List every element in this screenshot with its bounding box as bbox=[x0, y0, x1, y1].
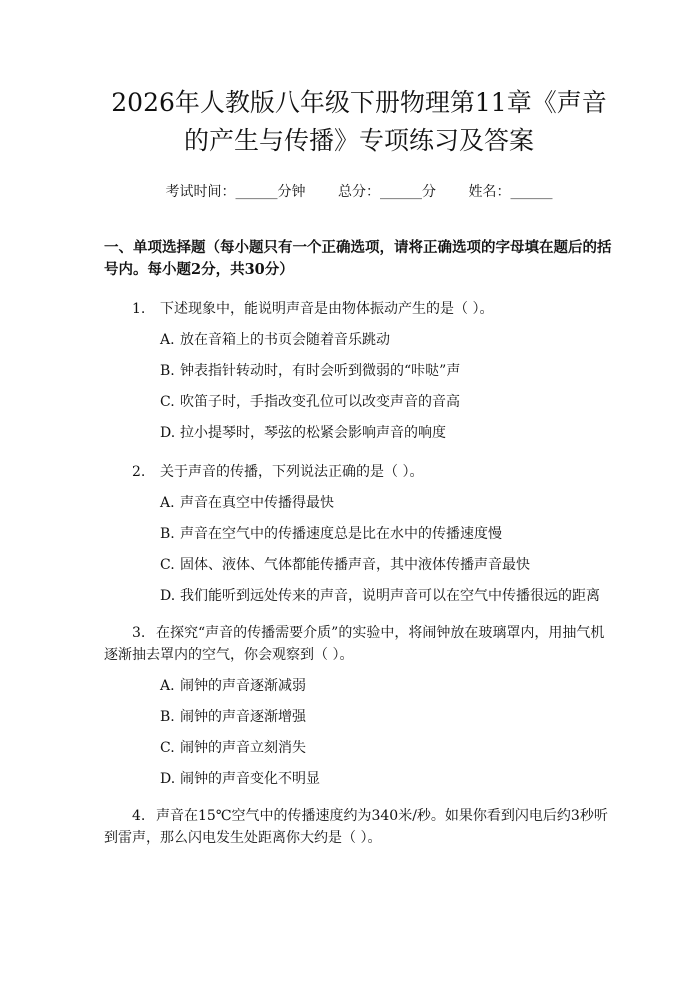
option-letter: B. bbox=[160, 709, 175, 725]
option-b bbox=[104, 523, 614, 545]
section-heading-single-choice: 一、单项选择题（每小题只有一个正确选项，请将正确选项的字母填在题后的括号内。每小题2分，共30分） bbox=[104, 239, 612, 278]
option-a bbox=[104, 492, 614, 514]
option-text: 声音在空气中的传播速度总是比在水中的传播速度慢 bbox=[180, 526, 502, 542]
option-letter: A. bbox=[160, 332, 175, 348]
option-a bbox=[104, 675, 614, 697]
document-title: 2026年人教版八年级下册物理第11章《声音的产生与传播》专项练习及答案 bbox=[111, 88, 607, 155]
option-text: 闹钟的声音逐渐增强 bbox=[180, 709, 306, 725]
option-text: 闹钟的声音立刻消失 bbox=[180, 740, 306, 756]
option-letter: B. bbox=[160, 526, 175, 542]
option-text: 闹钟的声音变化不明显 bbox=[180, 771, 320, 787]
question-3-options bbox=[104, 675, 614, 790]
question-2 bbox=[104, 461, 614, 483]
option-text: 放在音箱上的书页会随着音乐跳动 bbox=[180, 332, 390, 348]
question-number: 4. bbox=[132, 808, 146, 824]
question-number: 1. bbox=[132, 301, 146, 317]
student-name-field: 姓名：______ bbox=[468, 184, 553, 200]
exam-page bbox=[0, 84, 700, 989]
question-text: 声音在15℃空气中的传播速度约为340米/秒。如果你看到闪电后约3秒听到雷声，那么闪电发生处距离你大约是（ ）。 bbox=[104, 808, 608, 846]
option-letter: A. bbox=[160, 495, 175, 511]
option-c bbox=[104, 737, 614, 759]
option-text: 吹笛子时，手指改变孔位可以改变声音的音高 bbox=[180, 394, 460, 410]
question-1-options bbox=[104, 329, 614, 444]
option-text: 声音在真空中传播得最快 bbox=[180, 495, 334, 511]
question-text: 下述现象中，能说明声音是由物体振动产生的是（ ）。 bbox=[160, 301, 494, 317]
question-3 bbox=[104, 622, 614, 666]
question-4 bbox=[104, 805, 614, 849]
option-letter: D. bbox=[160, 425, 176, 441]
option-d bbox=[104, 768, 614, 790]
option-c bbox=[104, 554, 614, 576]
exam-meta bbox=[104, 182, 614, 202]
question-text: 关于声音的传播，下列说法正确的是（ ）。 bbox=[160, 464, 424, 480]
option-b bbox=[104, 706, 614, 728]
option-letter: B. bbox=[160, 363, 175, 379]
question-1 bbox=[104, 298, 614, 320]
option-b bbox=[104, 360, 614, 382]
option-text: 拉小提琴时，琴弦的松紧会影响声音的响度 bbox=[180, 425, 446, 441]
option-text: 我们能听到远处传来的声音，说明声音可以在空气中传播很远的距离 bbox=[180, 588, 600, 604]
question-number: 2. bbox=[132, 464, 146, 480]
option-letter: C. bbox=[160, 740, 175, 756]
question-text: 在探究“声音的传播需要介质”的实验中，将闹钟放在玻璃罩内，用抽气机逐渐抽去罩内的空气，你会观察到（ ）。 bbox=[104, 625, 605, 663]
option-d bbox=[104, 585, 614, 607]
option-c bbox=[104, 391, 614, 413]
option-letter: D. bbox=[160, 771, 176, 787]
question-number: 3. bbox=[132, 625, 146, 641]
option-letter: C. bbox=[160, 394, 175, 410]
total-score-field: 总分：______分 bbox=[338, 184, 436, 200]
option-text: 固体、液体、气体都能传播声音，其中液体传播声音最快 bbox=[180, 557, 530, 573]
option-text: 钟表指针转动时，有时会听到微弱的“咔哒”声 bbox=[180, 363, 461, 379]
option-letter: A. bbox=[160, 678, 175, 694]
option-letter: D. bbox=[160, 588, 176, 604]
option-text: 闹钟的声音逐渐减弱 bbox=[180, 678, 306, 694]
option-letter: C. bbox=[160, 557, 175, 573]
option-d bbox=[104, 422, 614, 444]
option-a bbox=[104, 329, 614, 351]
question-2-options bbox=[104, 492, 614, 607]
exam-time-field: 考试时间：______分钟 bbox=[165, 184, 306, 200]
